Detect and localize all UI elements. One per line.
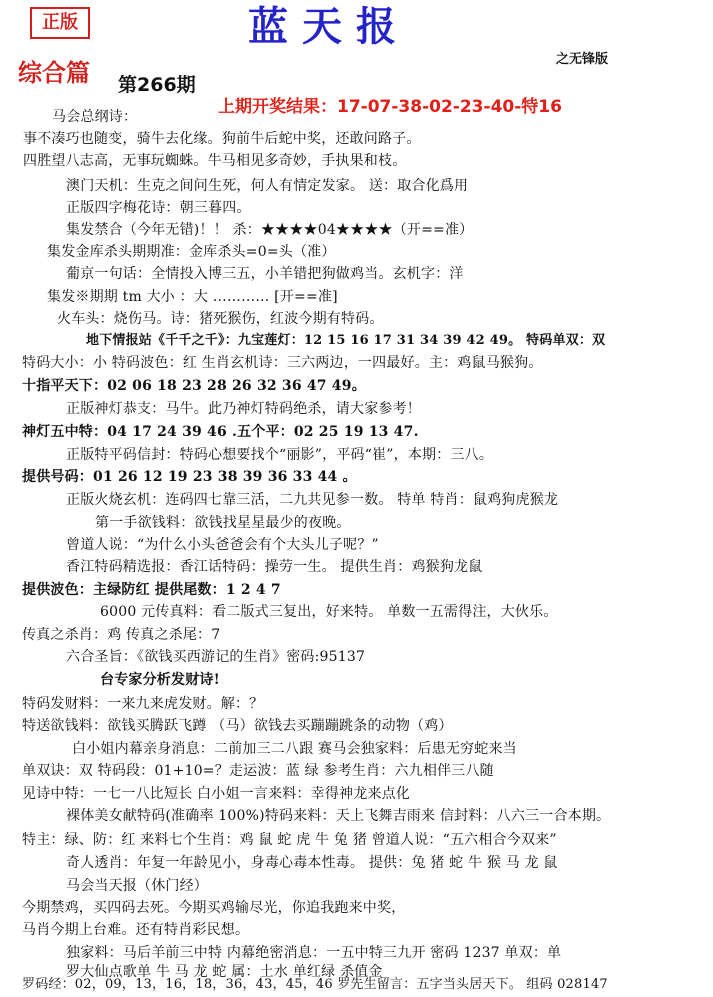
text-line: 罗大仙点歌单 牛 马 龙 蛇 属：土水 单红绿 杀值金 [66, 964, 383, 980]
text-line: 6000 元传真料：看二版式三复出，好来特。 单数一五需得注，大伙乐。 [100, 604, 558, 620]
text-line: 提供号码：01 26 12 19 23 38 39 36 33 44 。 [22, 469, 357, 485]
text-line: 火车头：烧伤马。诗：猪死猴伤，红波今期有特码。 [57, 311, 384, 327]
text-line: 特码大小：小 特码波色：红 生肖玄机诗：三六两边，一四最好。主：鸡鼠马猴狗。 [22, 355, 543, 371]
text-line: 葡京一句话：全情投入博三五，小羊错把狗做鸡当。玄机字：洋 [66, 266, 464, 282]
text-line: 集发禁合（今年无错)！！ 杀：★★★★04★★★★（开==准） [66, 222, 474, 238]
text-line: 正版四字梅花诗：朝三暮四。 [66, 200, 251, 216]
issue-number: 第266期 [118, 74, 196, 96]
text-line: 白小姐内幕亲身消息：二前加三二八跟 赛马会独家料：后患无穷蛇来当 [72, 741, 517, 757]
text-line: 曾道人说：“为什么小头爸爸会有个大头儿子呢？” [66, 537, 379, 553]
text-line: 集发※期期 tm 大小 ：大 ………… [开==准] [47, 289, 338, 305]
edition-badge: 正版 [30, 7, 90, 39]
text-line: 香江特码精选报：香江话特码：操劳一生。 提供生肖：鸡猴狗龙鼠 [66, 559, 483, 575]
text-line: 集发金库杀头期期准：金库杀头=0=头（准） [47, 244, 336, 260]
text-line: 十指平天下：02 06 18 23 28 26 32 36 47 49。 [22, 378, 366, 394]
text-line: 正版特平码信封：特码心想要找个“丽影”，平码“崔”，本期：三八。 [66, 447, 494, 463]
text-line: 六合圣旨：《欲钱买西游记的生肖》密码:95137 [66, 649, 366, 665]
text-line: 马会总纲诗： [52, 109, 138, 125]
text-line: 奇人透肖：年复一年龄见小，身毒心毒本性毒。 提供：兔 猪 蛇 牛 猴 马 龙 鼠 [66, 855, 558, 871]
section-title: 综合篇 [18, 58, 90, 87]
text-line: 神灯五中特：04 17 24 39 46 .五个平：02 25 19 13 47. [22, 424, 419, 440]
text-line: 台专家分析发财诗! [100, 672, 220, 688]
text-line: 正版神灯恭支：马牛。此乃神灯特码绝杀，请大家参考！ [66, 401, 421, 417]
text-line: 正版火烧玄机：连码四七靠三活，二九共见参一数。 特单 特肖：鼠鸡狗虎猴龙 [66, 492, 559, 508]
edition-label: 之无锋版 [556, 52, 609, 67]
text-line: 罗码经：02，09，13，16，18，36，43，45，46 罗先生留言：五字当头居天下。 组码 028147 [22, 977, 608, 992]
text-line: 今期禁鸡，买四码去死。今期买鸡输尽光，你追我跑来中奖， [22, 900, 406, 916]
text-line: 单双诀：双 特码段：01+10=？走运波：蓝 绿 参考生肖：六九相伴三八随 [22, 763, 494, 779]
text-line: 事不凑巧也随变，骑牛去化缘。狗前牛后蛇中奖，还敢问路子。 [23, 131, 421, 147]
text-line: 见诗中特：一七一八比短长 白小姐一言来料：幸得神龙来点化 [22, 786, 411, 802]
text-line: 特主：绿、防：红 来料七个生肖：鸡 鼠 蛇 虎 牛 兔 猪 曾道人说：“五六相合今双来” [22, 832, 557, 848]
text-line: 裸体美女献特码(准确率 100%)特码来料：天上飞舞吉雨来 信封料：八六三一合本期。 [66, 808, 611, 824]
text-line: 提供波色：主绿防红 提供尾数：1 2 4 7 [22, 582, 281, 598]
text-line: 澳门天机：生克之间问生死，何人有情定发家。 送：取合化爲用 [66, 178, 469, 194]
text-line: 独家料：马后羊前三中特 内幕绝密消息：一五中特三九开 密码 1237 单双：单 [66, 945, 562, 961]
text-line: 传真之杀肖：鸡 传真之杀尾：7 [22, 627, 221, 643]
text-line: 地下情报站《千千之千》：九宝莲灯：12 15 16 17 31 34 39 42 49。 特码单双：双 [86, 333, 606, 348]
text-line: 马肖今期上台难。还有特肖彩民想。 [22, 922, 250, 938]
text-line: 特送欲钱料：欲钱买腾跃飞蹲 （马）欲钱去买蹦蹦跳条的动物（鸡） [22, 718, 453, 734]
text-line: 第一手欲钱料：欲钱找星星最少的夜晚。 [95, 515, 351, 531]
text-line: 马会当天报（休门经） [66, 878, 208, 894]
last-draw-result: 上期开奖结果：17-07-38-02-23-40-特16 [218, 97, 562, 117]
text-line: 特码发财料：一来九来虎发财。解：？ [22, 696, 264, 712]
masthead-title: 蓝天报 [248, 3, 410, 50]
text-line: 四胜望八志高，无事玩蜘蛛。牛马相见多奇妙，手执果和枝。 [23, 153, 407, 169]
